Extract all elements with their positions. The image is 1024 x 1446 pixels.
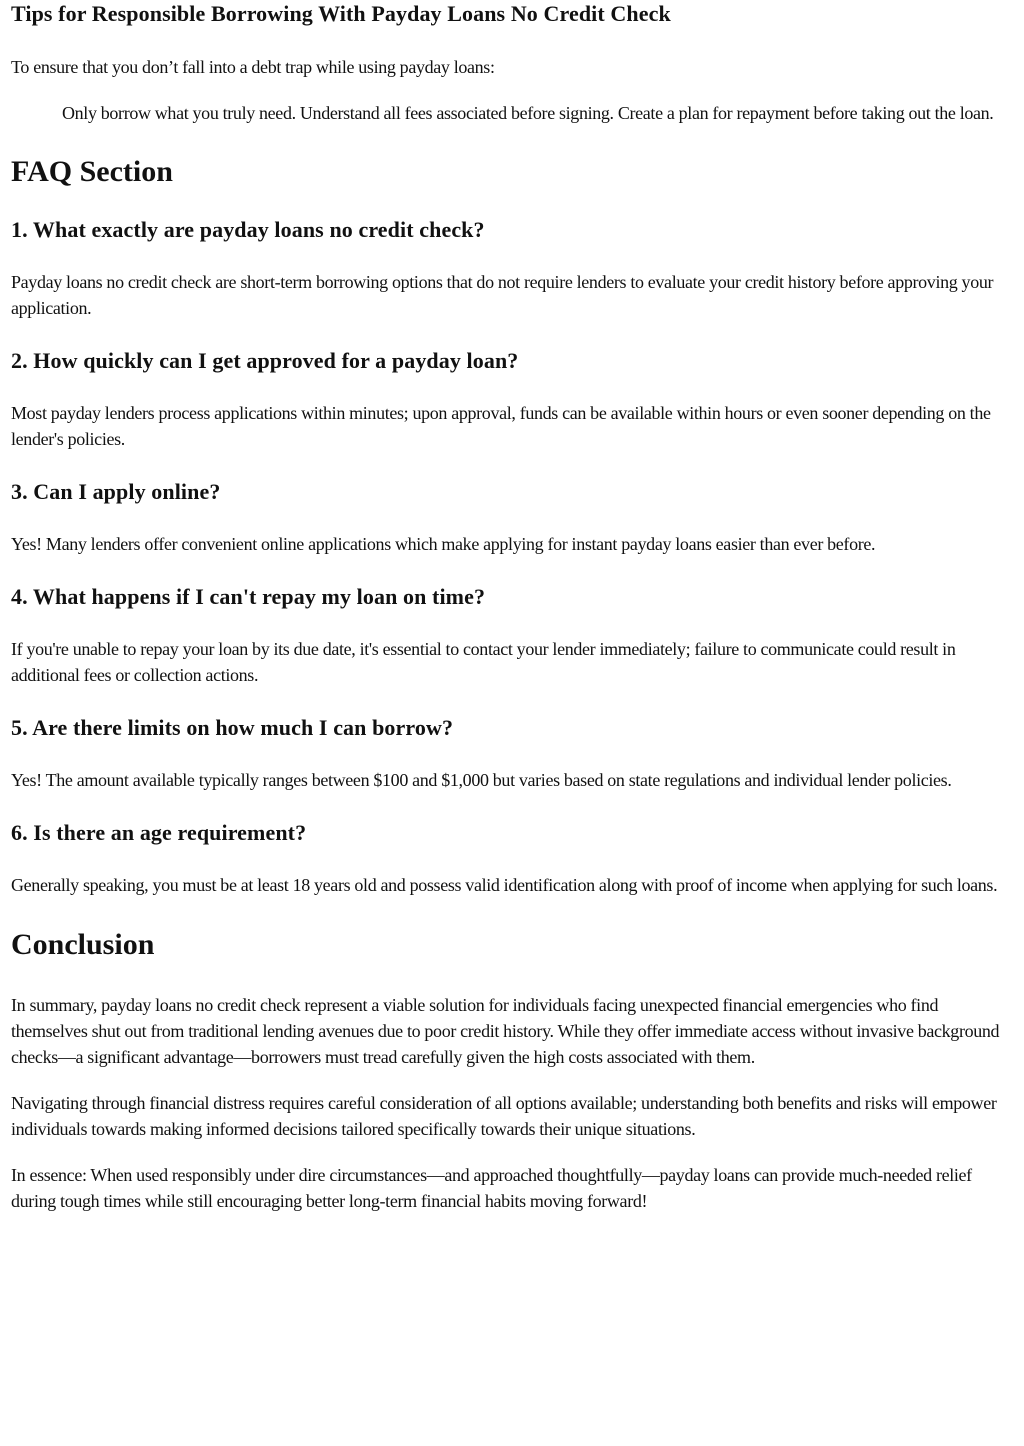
tips-heading: Tips for Responsible Borrowing With Payday Loans No Credit Check bbox=[11, 1, 671, 26]
faq-question-1: 1. What exactly are payday loans no credit check? bbox=[11, 217, 485, 242]
faq-question-2: 2. How quickly can I get approved for a payday loan? bbox=[11, 348, 519, 373]
faq-heading: FAQ Section bbox=[11, 155, 173, 188]
faq-question-4: 4. What happens if I can't repay my loan on time? bbox=[11, 584, 486, 609]
faq-question-5: 5. Are there limits on how much I can borrow? bbox=[11, 715, 454, 740]
faq-answer-4: If you're unable to repay your loan by its due date, it's essential to contact your lender immediately; failure to communicate could result in additional fees or collection actions. bbox=[11, 639, 956, 685]
conclusion-section bbox=[11, 927, 1014, 1214]
conclusion-paragraph-3: In essence: When used responsibly under dire circumstances—and approached thoughtfully—payday loans can provide much-needed relief during tough times while still encouraging better long-term financial habits moving forward! bbox=[11, 1165, 972, 1211]
faq-answer-6: Generally speaking, you must be at least 18 years old and possess valid identification along with proof of income when applying for such loans. bbox=[11, 875, 998, 895]
faq-question-3: 3. Can I apply online? bbox=[11, 479, 221, 504]
faq-answer-2: Most payday lenders process applications within minutes; upon approval, funds can be available within hours or even sooner depending on the lender's policies. bbox=[11, 403, 991, 449]
conclusion-heading: Conclusion bbox=[11, 928, 155, 961]
faq-section bbox=[11, 154, 1014, 898]
faq-question-6: 6. Is there an age requirement? bbox=[11, 820, 307, 845]
document-page bbox=[11, 0, 1014, 1214]
tips-list bbox=[11, 100, 1014, 126]
tips-section bbox=[11, 0, 1014, 126]
tips-intro: To ensure that you don’t fall into a debt trap while using payday loans: bbox=[11, 57, 495, 77]
faq-answer-5: Yes! The amount available typically ranges between $100 and $1,000 but varies based on state regulations and individual lender policies. bbox=[11, 770, 952, 790]
faq-answer-3: Yes! Many lenders offer convenient online applications which make applying for instant payday loans easier than ever before. bbox=[11, 534, 876, 554]
conclusion-paragraph-2: Navigating through financial distress requires careful consideration of all options available; understanding both benefits and risks will empower individuals towards making informed decisions tailored specifically towards their unique situations. bbox=[11, 1093, 997, 1139]
faq-answer-1: Payday loans no credit check are short-term borrowing options that do not require lenders to evaluate your credit history before approving your application. bbox=[11, 272, 994, 318]
tips-list-item: Only borrow what you truly need. Understand all fees associated before signing. Create a plan for repayment before taking out the loan. bbox=[62, 103, 994, 123]
conclusion-paragraph-1: In summary, payday loans no credit check represent a viable solution for individuals facing unexpected financial emergencies who find themselves shut out from traditional lending avenues due to poor credit history. While they offer immediate access without invasive background checks—a significant advantage—borrowers must tread carefully given the high costs associated with them. bbox=[11, 995, 1000, 1067]
